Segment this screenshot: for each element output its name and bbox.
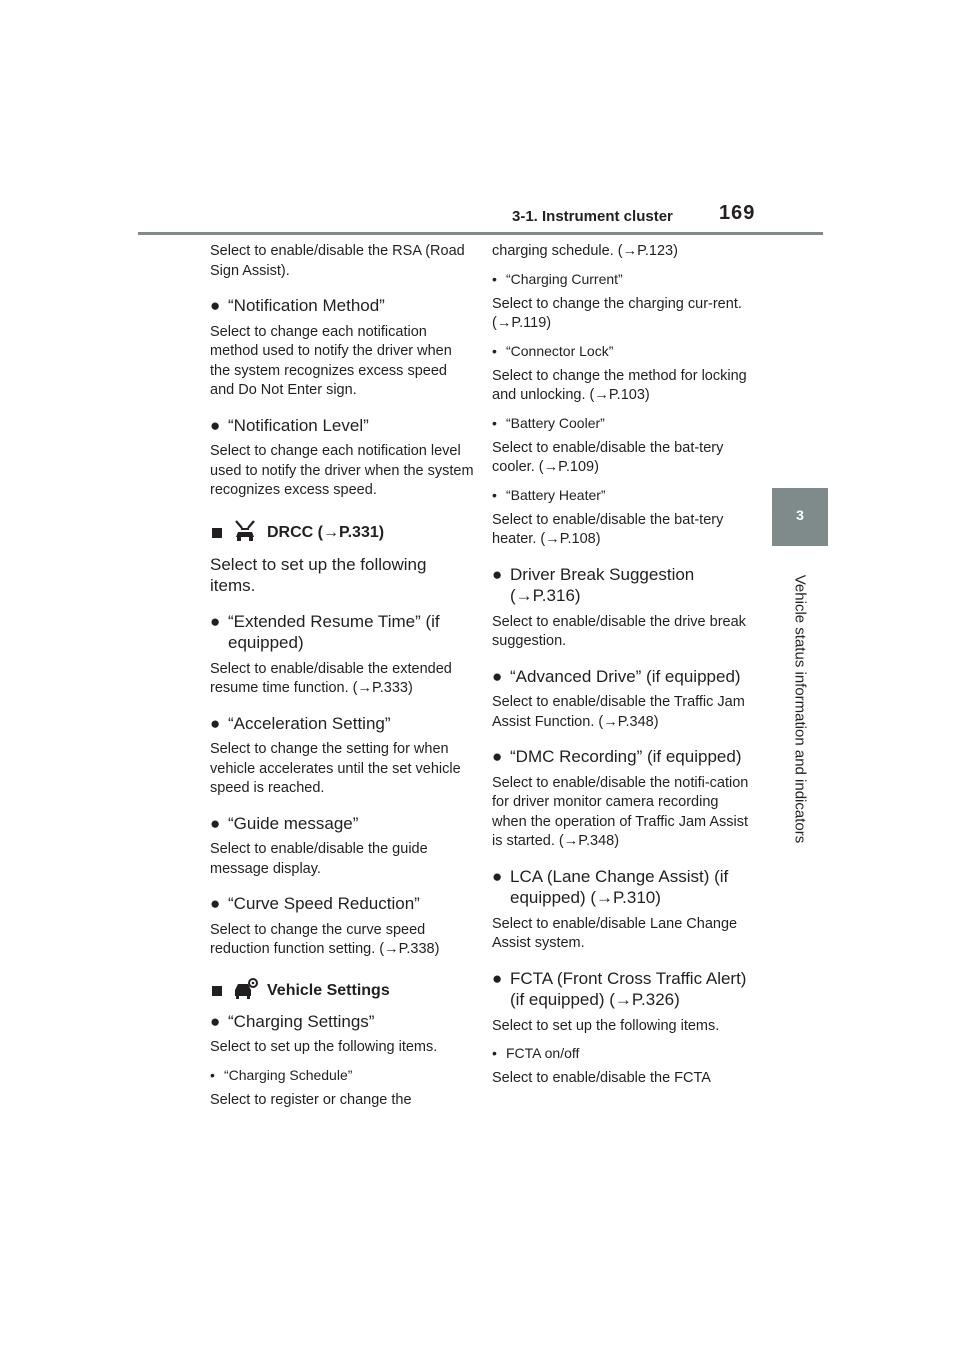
paragraph: Select to change each notification method used to notify the driver when the system recognizes excess speed and Do Not Enter sign.: [210, 323, 452, 398]
bullet-item: [210, 1011, 475, 1033]
sub-item: [492, 414, 754, 433]
sub-item-label: “Charging Schedule”: [224, 1066, 353, 1083]
dot-icon: •: [492, 1045, 497, 1061]
item-label: “Notification Method”: [228, 296, 385, 315]
chapter-side-title: [772, 551, 828, 866]
dot-icon: •: [492, 414, 497, 431]
item-label: “Notification Level”: [228, 415, 369, 435]
item-label: Driver Break Suggestion (→P.316): [510, 564, 695, 605]
paragraph: Select to enable/disable the guide message display.: [210, 841, 428, 877]
bullet-item: [492, 866, 754, 909]
dot-icon: •: [210, 1066, 215, 1083]
square-bullet-icon: [212, 986, 222, 996]
bullet-item: [492, 666, 754, 688]
bullet-icon: ●: [492, 666, 503, 686]
bullet-icon: ●: [492, 968, 503, 988]
section-heading-vehicle-settings: [210, 978, 475, 1005]
sub-item: [492, 342, 754, 361]
bullet-icon: ●: [210, 296, 221, 315]
bullet-item: [210, 813, 475, 835]
chapter-title-text: Vehicle status information and indicators: [791, 574, 809, 843]
bullet-icon: ●: [210, 611, 221, 631]
dot-icon: •: [492, 486, 497, 503]
bullet-item: [210, 893, 475, 915]
paragraph: Select to change the setting for when vehicle accelerates until the set vehicle speed is reached.: [210, 741, 461, 796]
paragraph: Select to change each notification level used to notify the driver when the system recognizes excess speed.: [210, 443, 474, 498]
page-number: 169: [719, 202, 756, 224]
bullet-item: [210, 415, 475, 437]
section-heading-drcc: [210, 519, 475, 548]
item-label: “DMC Recording” (if equipped): [510, 747, 742, 766]
paragraph: Select to enable/disable the RSA (Road Sign Assist).: [210, 243, 465, 279]
section-title: 3-1. Instrument cluster: [512, 208, 673, 225]
bullet-item: [210, 295, 475, 317]
car-gear-icon: [232, 978, 258, 1005]
dot-icon: •: [492, 342, 497, 359]
sub-item-label: “Battery Heater”: [506, 486, 606, 503]
item-label: “Extended Resume Time” (if equipped): [228, 611, 440, 652]
left-column: [210, 242, 475, 1118]
paragraph: Select to enable/disable the Traffic Jam Assist Function. (→P.348): [492, 694, 745, 730]
sub-item-label: “Charging Current”: [506, 270, 623, 287]
right-column: [492, 242, 754, 1097]
paragraph: Select to enable/disable the bat-tery heater. (→P.108): [492, 511, 724, 547]
sub-item: [492, 1044, 754, 1063]
bullet-icon: ●: [210, 713, 221, 733]
sub-item-label: “Battery Cooler”: [506, 414, 605, 431]
bullet-item: [210, 713, 475, 735]
sub-item: [492, 486, 754, 505]
header-rule: [138, 232, 823, 235]
item-label: “Curve Speed Reduction”: [228, 894, 420, 913]
item-label: “Acceleration Setting”: [228, 713, 391, 733]
item-label: “Charging Settings”: [228, 1011, 375, 1031]
paragraph: Select to enable/disable the bat-tery cooler. (→P.109): [492, 439, 724, 475]
paragraph: Select to enable/disable the notifi-cation for driver monitor camera recording when the operation of Traffic Jam Assist is started. (→P.348): [492, 774, 749, 849]
item-label: “Guide message”: [228, 813, 359, 833]
paragraph: Select to enable/disable Lane Change Assist system.: [492, 915, 738, 951]
radar-cruise-icon: [232, 519, 258, 548]
bullet-icon: ●: [210, 1011, 221, 1031]
bullet-icon: ●: [492, 866, 503, 886]
paragraph: Select to enable/disable the extended resume time function. (→P.333): [210, 660, 452, 696]
dot-icon: •: [492, 270, 497, 287]
paragraph: Select to change the charging cur-rent. (→P.119): [492, 295, 742, 331]
bullet-icon: ●: [210, 813, 221, 833]
paragraph: Select to register or change the: [210, 1091, 412, 1108]
paragraph: Select to enable/disable the FCTA: [492, 1070, 711, 1086]
item-label: LCA (Lane Change Assist) (if equipped) (→P.310): [510, 866, 729, 907]
sub-item-label: FCTA on/off: [506, 1045, 580, 1061]
paragraph: Select to change the method for locking and unlocking. (→P.103): [492, 367, 747, 403]
item-label: “Advanced Drive” (if equipped): [510, 666, 741, 686]
chapter-tab: [772, 488, 828, 546]
sub-item-label: “Connector Lock”: [506, 342, 614, 359]
heading-text: Vehicle Settings: [267, 982, 390, 999]
bullet-item: [492, 968, 754, 1011]
bullet-icon: ●: [210, 415, 221, 435]
bullet-item: [492, 564, 754, 607]
sub-item: [210, 1066, 475, 1085]
bullet-item: [210, 611, 475, 654]
square-bullet-icon: [212, 528, 222, 538]
sub-item: [492, 270, 754, 289]
bullet-item: [492, 746, 754, 768]
paragraph: Select to change the curve speed reduction function setting. (→P.338): [210, 921, 440, 957]
bullet-icon: ●: [492, 747, 503, 766]
paragraph: Select to set up the following items.: [492, 1017, 720, 1034]
bullet-icon: ●: [210, 894, 221, 913]
heading-text: DRCC (→P.331): [267, 524, 385, 541]
paragraph: Select to enable/disable the drive break suggestion.: [492, 613, 746, 649]
paragraph: charging schedule. (→P.123): [492, 243, 678, 259]
chapter-number: 3: [796, 507, 804, 523]
section-intro: Select to set up the following items.: [210, 554, 427, 595]
item-label: FCTA (Front Cross Traffic Alert) (if equipped) (→P.326): [510, 968, 747, 1009]
paragraph: Select to set up the following items.: [210, 1039, 438, 1055]
bullet-icon: ●: [492, 564, 503, 584]
